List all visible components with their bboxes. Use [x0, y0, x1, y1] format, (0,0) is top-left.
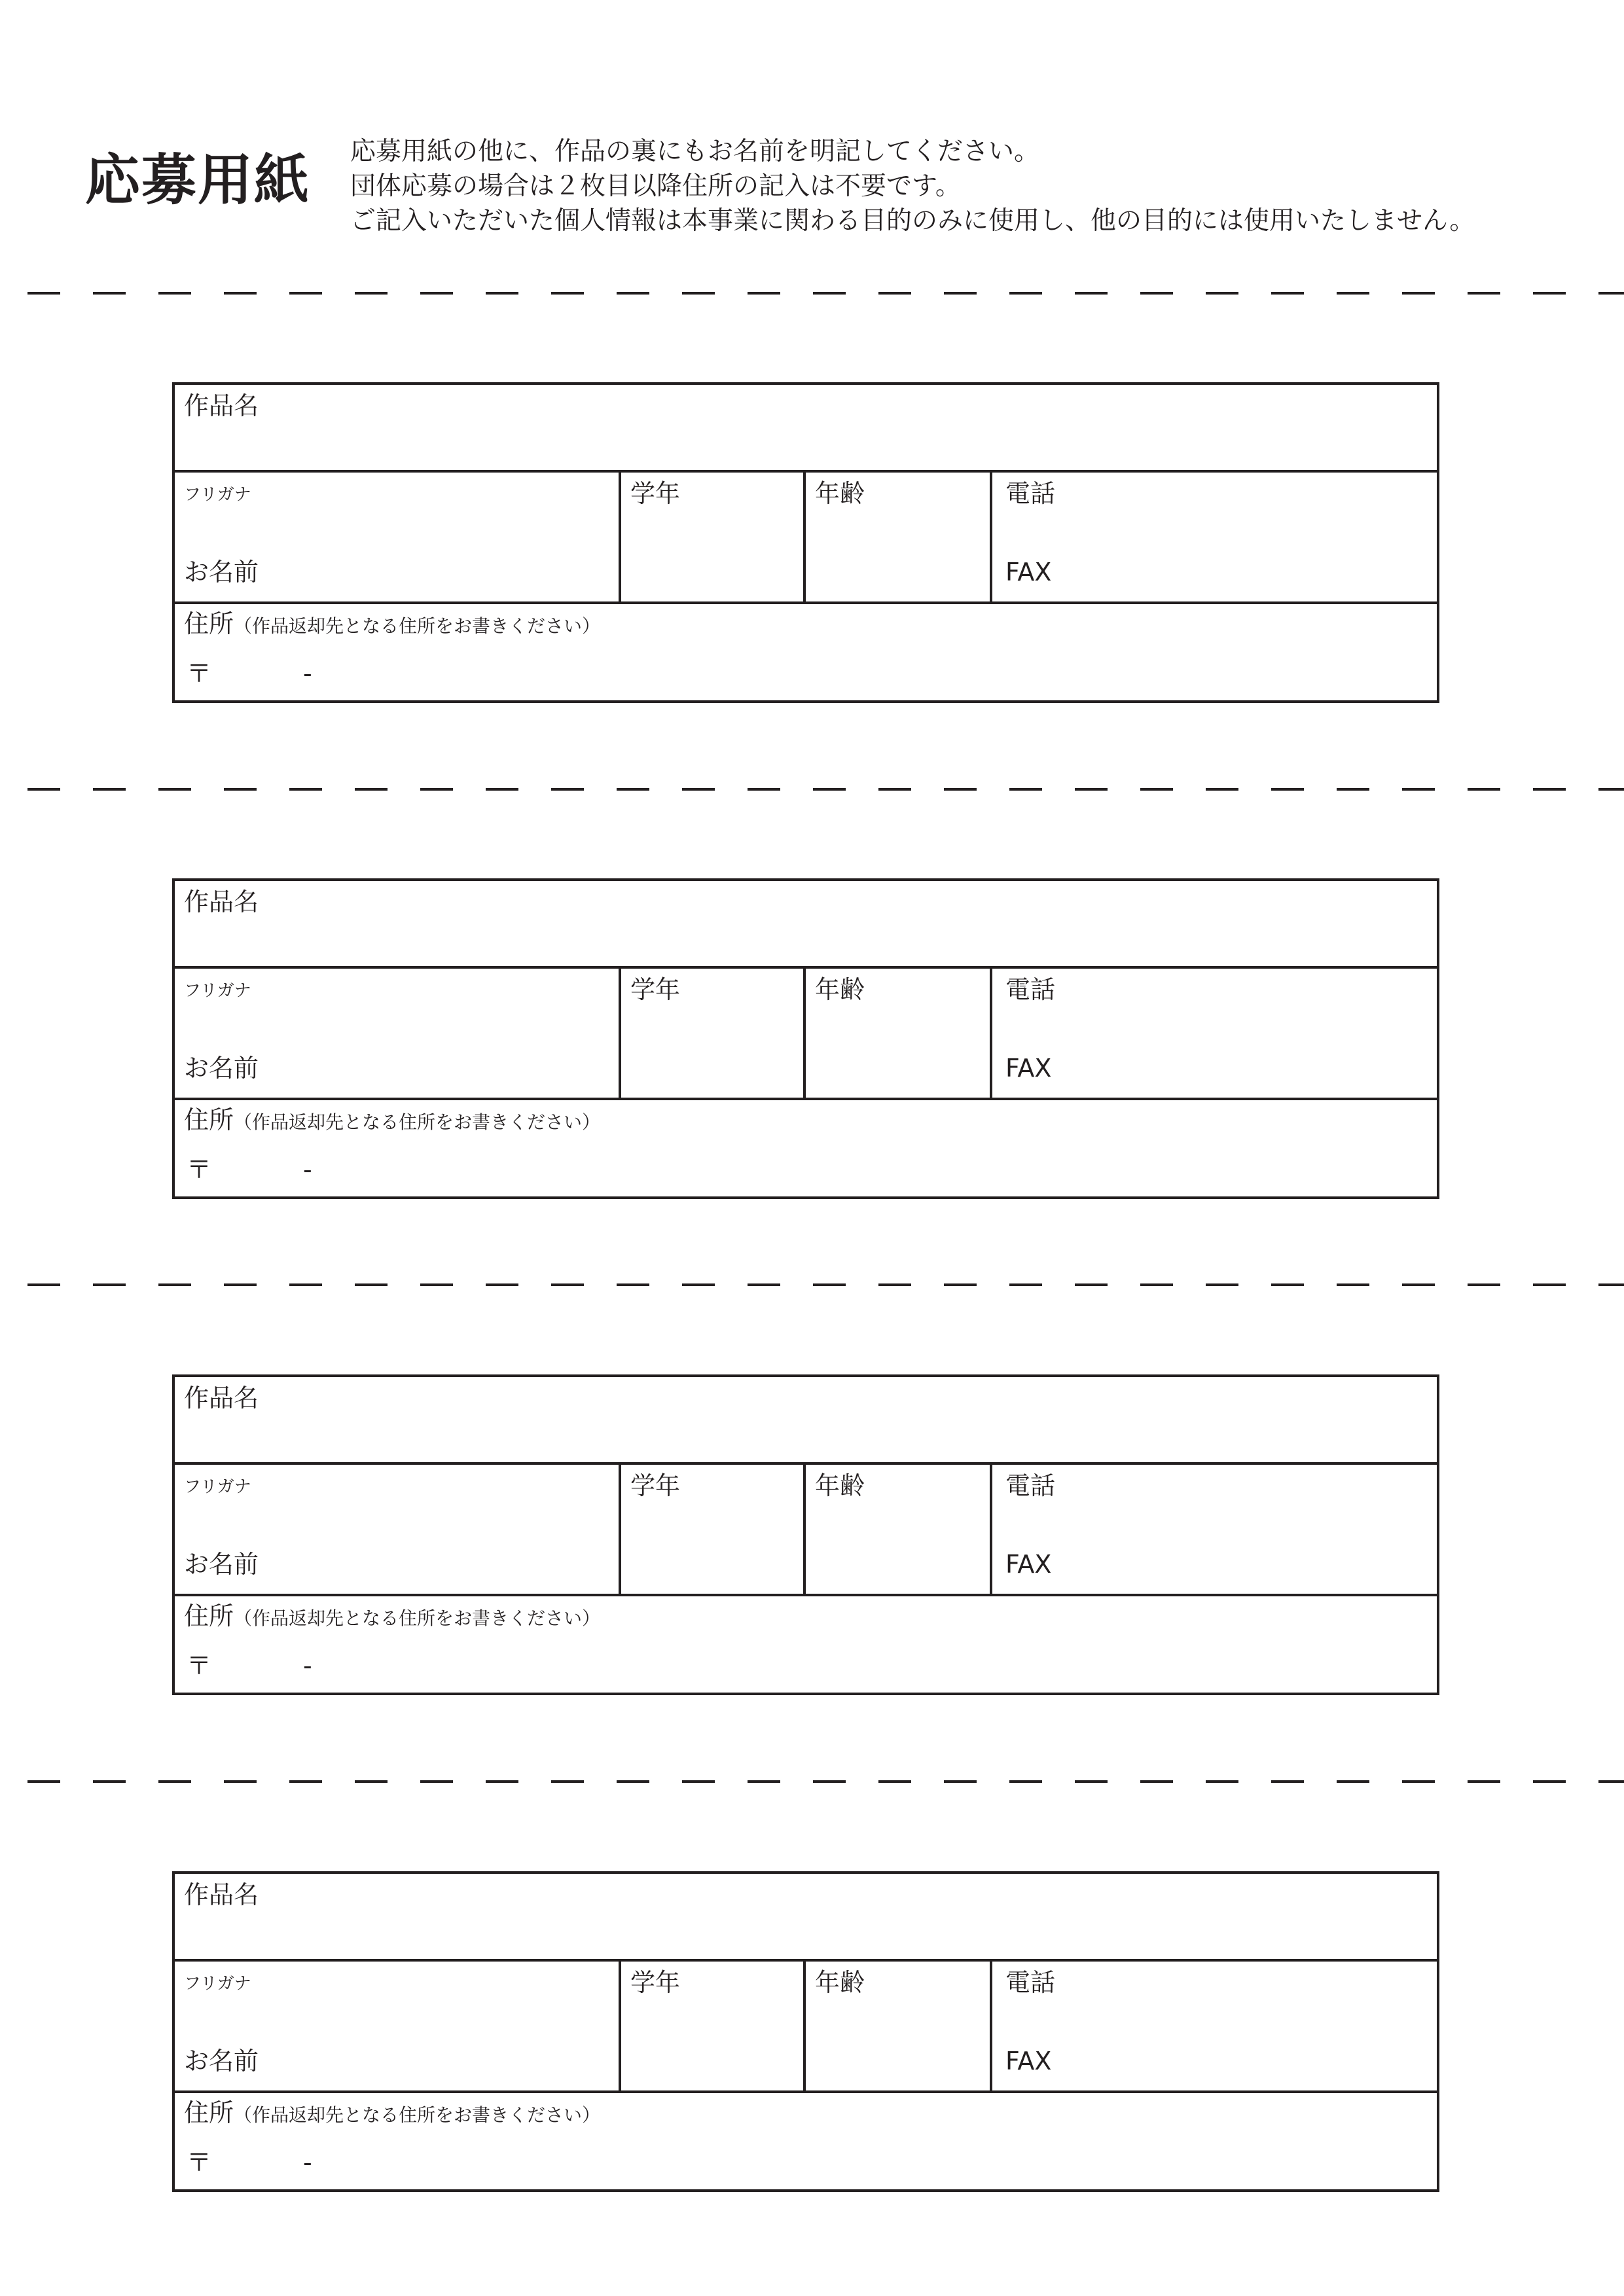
application-form-3 [172, 1374, 1439, 1695]
furigana-label: フリガナ [184, 1974, 251, 1994]
info-row [175, 1962, 1437, 2093]
age-field[interactable] [806, 1962, 992, 2090]
address-field[interactable] [175, 604, 1437, 700]
age-label: 年齢 [815, 479, 865, 508]
postal-dash: - [303, 2148, 312, 2177]
grade-field[interactable] [621, 1962, 806, 2090]
page-title: 応募用紙 [85, 147, 311, 212]
age-label: 年齢 [815, 975, 865, 1004]
name-label: お名前 [184, 1550, 259, 1579]
instruction-line-2: 団体応募の場合は２枚目以降住所の記入は不要です。 [350, 171, 961, 201]
work-title-field[interactable] [175, 1377, 1437, 1465]
application-form-1 [172, 382, 1439, 703]
postal-dash: - [303, 1651, 312, 1680]
work-title-label: 作品名 [184, 391, 259, 420]
name-field[interactable] [175, 969, 621, 1098]
instructions [350, 134, 1475, 238]
cut-line [27, 292, 1624, 295]
address-note: （作品返却先となる住所をお書きください） [234, 615, 601, 637]
address-label: 住所（作品返却先となる住所をお書きください） [184, 1105, 601, 1134]
postal-mark: 〒 [187, 1651, 212, 1680]
phone-fax-field[interactable] [992, 473, 1437, 601]
address-field[interactable] [175, 1100, 1437, 1196]
grade-field[interactable] [621, 969, 806, 1098]
age-label: 年齢 [815, 1968, 865, 1997]
furigana-label: フリガナ [184, 485, 251, 505]
grade-label: 学年 [630, 975, 681, 1004]
cut-line [27, 788, 1624, 791]
address-note: （作品返却先となる住所をお書きください） [234, 2104, 601, 2126]
cut-line [27, 1283, 1624, 1286]
application-form-2 [172, 878, 1439, 1199]
grade-label: 学年 [630, 479, 681, 508]
work-title-label: 作品名 [184, 1384, 259, 1412]
work-title-field[interactable] [175, 881, 1437, 969]
instruction-line-3: ご記入いただいた個人情報は本事業に関わる目的のみに使用し、他の目的には使用いたしません。 [350, 206, 1475, 236]
furigana-label: フリガナ [184, 981, 251, 1001]
grade-field[interactable] [621, 1465, 806, 1594]
age-field[interactable] [806, 969, 992, 1098]
address-note: （作品返却先となる住所をお書きください） [234, 1607, 601, 1629]
info-row [175, 969, 1437, 1100]
name-field[interactable] [175, 1465, 621, 1594]
age-label: 年齢 [815, 1471, 865, 1500]
address-label: 住所（作品返却先となる住所をお書きください） [184, 609, 601, 638]
name-label: お名前 [184, 2047, 259, 2075]
work-title-label: 作品名 [184, 888, 259, 916]
address-field[interactable] [175, 1596, 1437, 1693]
phone-fax-field[interactable] [992, 969, 1437, 1098]
name-label: お名前 [184, 1054, 259, 1083]
address-note: （作品返却先となる住所をお書きください） [234, 1111, 601, 1133]
name-label: お名前 [184, 558, 259, 586]
cut-line [27, 1780, 1624, 1783]
furigana-label: フリガナ [184, 1477, 251, 1497]
grade-label: 学年 [630, 1968, 681, 1997]
application-form-4 [172, 1871, 1439, 2192]
phone-fax-field[interactable] [992, 1962, 1437, 2090]
grade-label: 学年 [630, 1471, 681, 1500]
info-row [175, 473, 1437, 604]
postal-dash: - [303, 1155, 312, 1184]
instruction-line-1: 応募用紙の他に、作品の裏にもお名前を明記してください。 [350, 137, 1040, 166]
phone-label: 電話 [1005, 1968, 1056, 1997]
page-header [0, 0, 1624, 262]
work-title-field[interactable] [175, 1874, 1437, 1962]
work-title-label: 作品名 [184, 1880, 259, 1909]
address-field[interactable] [175, 2093, 1437, 2189]
postal-mark: 〒 [187, 1155, 212, 1184]
postal-mark: 〒 [187, 2148, 212, 2177]
postal-mark: 〒 [187, 659, 212, 688]
fax-label: FAX [1005, 2047, 1052, 2075]
address-label: 住所（作品返却先となる住所をお書きください） [184, 2098, 601, 2127]
address-label: 住所（作品返却先となる住所をお書きください） [184, 1602, 601, 1630]
info-row [175, 1465, 1437, 1596]
age-field[interactable] [806, 473, 992, 601]
postal-dash: - [303, 659, 312, 688]
grade-field[interactable] [621, 473, 806, 601]
fax-label: FAX [1005, 1550, 1052, 1579]
phone-fax-field[interactable] [992, 1465, 1437, 1594]
name-field[interactable] [175, 1962, 621, 2090]
fax-label: FAX [1005, 1054, 1052, 1083]
name-field[interactable] [175, 473, 621, 601]
work-title-field[interactable] [175, 385, 1437, 473]
age-field[interactable] [806, 1465, 992, 1594]
fax-label: FAX [1005, 558, 1052, 586]
phone-label: 電話 [1005, 1471, 1056, 1500]
phone-label: 電話 [1005, 479, 1056, 508]
phone-label: 電話 [1005, 975, 1056, 1004]
